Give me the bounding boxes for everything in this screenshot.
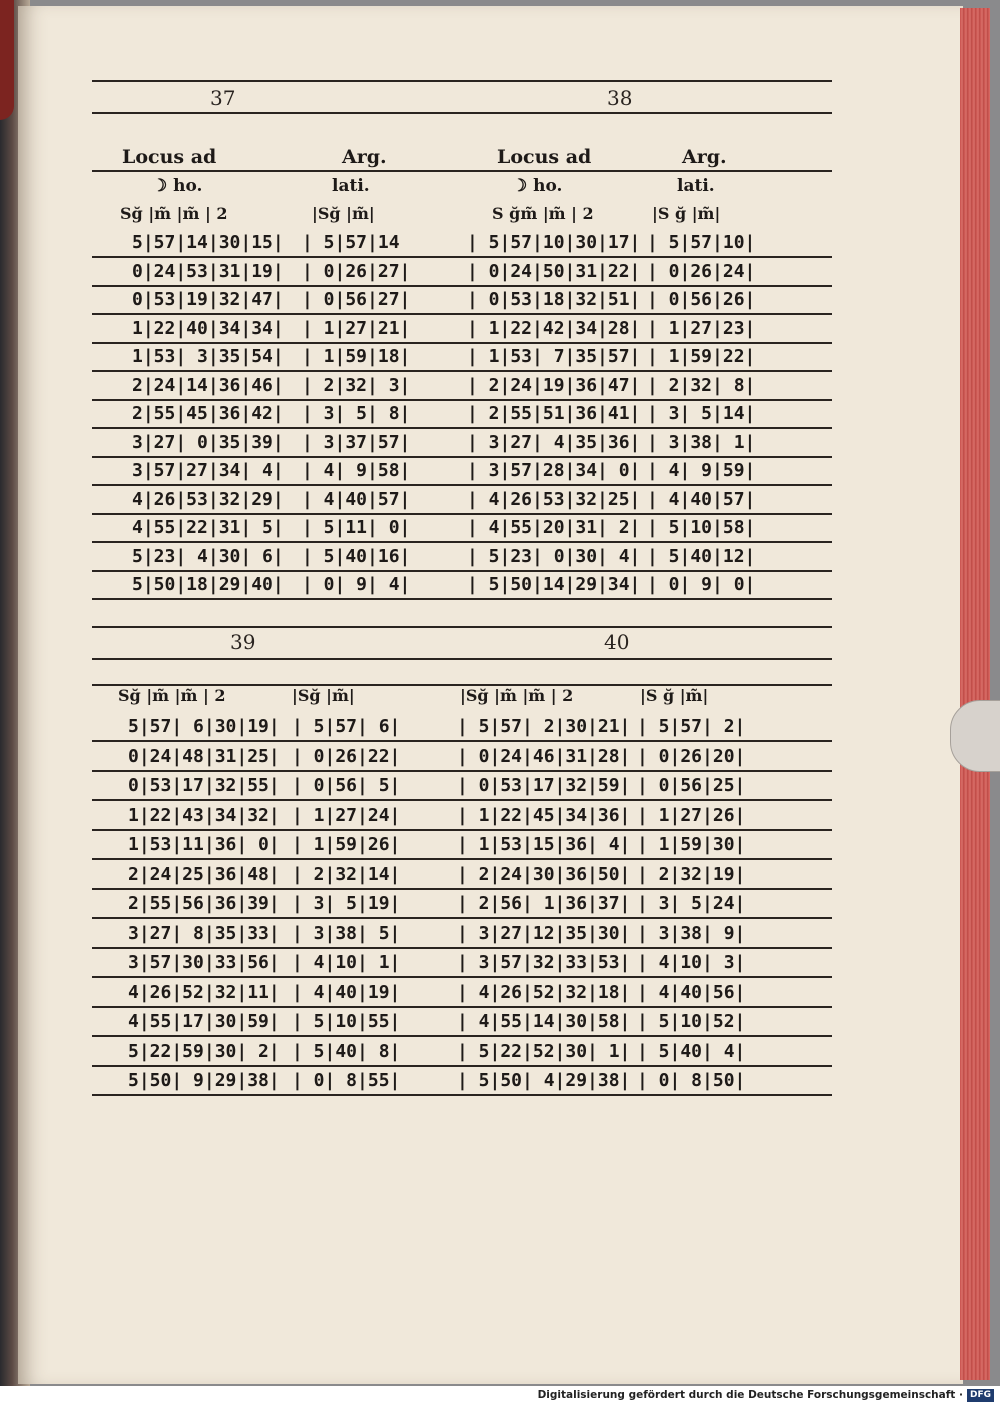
- table-number-38: 38: [607, 86, 633, 110]
- table-cell-right-a: | 3|57|32|33|53|: [457, 952, 631, 973]
- footer-credit: [0, 1386, 1000, 1405]
- row-rule: [92, 799, 832, 801]
- table-cell-right-b: | 3|38| 9|: [637, 922, 746, 944]
- table-cell-right-b: | 5|40| 4|: [637, 1040, 746, 1062]
- table-cell-right-a: | 4|26|53|32|25|: [467, 488, 641, 510]
- table-cell-left-b: | 4|40|57|: [302, 488, 411, 510]
- table-cell-left-b: | 1|27|24|: [292, 804, 401, 826]
- table-cell-left-a: 3|57|30|33|56|: [128, 952, 280, 973]
- table-cell-left-a: 3|27| 0|35|39|: [132, 431, 284, 453]
- table-cell-right-a: | 5|23| 0|30| 4|: [467, 545, 641, 567]
- row-rule: [92, 513, 832, 515]
- table-rule: [92, 626, 832, 628]
- col-head-left-b: |Sğ |m̃|: [292, 686, 355, 705]
- table-cell-right-b: | 4|40|57|: [647, 488, 756, 510]
- col-head-right-b: |S ğ |m̃|: [640, 686, 709, 705]
- table-cell-left-a: 4|26|53|32|29|: [132, 488, 284, 510]
- table-cell-left-b: | 3|38| 5|: [292, 922, 401, 944]
- table-row: [92, 489, 832, 515]
- table-cell-right-a: | 5|50|14|29|34|: [467, 574, 641, 595]
- table-cell-left-b: | 0| 8|55|: [292, 1070, 401, 1091]
- table-cell-left-b: | 5|40|16|: [302, 545, 411, 567]
- table-cell-right-b: | 2|32|19|: [637, 863, 746, 885]
- table-cell-left-a: 5|50| 9|29|38|: [128, 1070, 280, 1091]
- table-cell-right-b: | 5|10|58|: [647, 517, 756, 538]
- table-row: [92, 232, 832, 258]
- table-cell-left-a: 5|22|59|30| 2|: [128, 1040, 280, 1062]
- table-cell-right-b: | 4|40|56|: [637, 981, 746, 1003]
- table-cell-left-a: 4|55|22|31| 5|: [132, 517, 284, 538]
- table-cell-left-a: 0|24|53|31|19|: [132, 260, 284, 282]
- row-rule: [92, 313, 832, 315]
- table-cell-left-a: 4|55|17|30|59|: [128, 1011, 280, 1032]
- row-rule: [92, 740, 832, 742]
- header-ho-left: ☽ ho.: [152, 176, 203, 196]
- table-cell-right-a: | 4|55|20|31| 2|: [467, 517, 641, 538]
- table-cell-right-b: | 3| 5|14|: [647, 403, 756, 424]
- table-cell-right-a: | 4|26|52|32|18|: [457, 981, 631, 1003]
- table-row: [92, 864, 832, 890]
- table-cell-left-b: | 5|57| 6|: [292, 716, 401, 737]
- table-cell-left-a: 2|55|56|36|39|: [128, 893, 280, 914]
- table-rule: [92, 112, 832, 114]
- table-cell-right-a: | 5|57| 2|30|21|: [457, 716, 631, 737]
- table-cell-right-b: | 3|38| 1|: [647, 431, 756, 453]
- table-cell-left-b: | 0|56|27|: [302, 289, 411, 310]
- row-rule: [92, 456, 832, 458]
- row-rule: [92, 770, 832, 772]
- row-rule: [92, 829, 832, 831]
- table-cell-left-a: 3|27| 8|35|33|: [128, 922, 280, 944]
- table-cell-left-b: | 3|37|57|: [302, 431, 411, 453]
- row-rule: [92, 947, 832, 949]
- table-number-39: 39: [230, 630, 256, 654]
- table-cell-right-b: | 4| 9|59|: [647, 460, 756, 481]
- table-cell-right-b: | 3| 5|24|: [637, 893, 746, 914]
- table-cell-left-b: | 0|26|22|: [292, 745, 401, 767]
- header-lati-right: lati.: [677, 176, 715, 196]
- row-rule: [92, 917, 832, 919]
- row-rule: [92, 1035, 832, 1037]
- table-row: [92, 982, 832, 1008]
- table-row: [92, 952, 832, 978]
- header-lati-left: lati.: [332, 176, 370, 196]
- page-edges-red: [960, 8, 990, 1380]
- col-head-left-a: Sğ |m̃ |m̃ | 2: [120, 204, 228, 223]
- table-cell-right-a: | 3|57|28|34| 0|: [467, 460, 641, 481]
- table-row: [92, 893, 832, 919]
- table-cell-right-b: | 0| 8|50|: [637, 1070, 746, 1091]
- row-rule: [92, 858, 832, 860]
- table-cell-right-a: | 3|27|12|35|30|: [457, 922, 631, 944]
- table-cell-left-b: | 0| 9| 4|: [302, 574, 411, 595]
- table-cell-right-a: | 5|50| 4|29|38|: [457, 1070, 631, 1091]
- table-rule: [92, 684, 832, 686]
- table-row: [92, 805, 832, 831]
- table-row: [92, 375, 832, 401]
- row-rule: [92, 541, 832, 543]
- header-arg-right: Arg.: [682, 146, 727, 168]
- row-rule: [92, 888, 832, 890]
- table-cell-left-b: | 0|56| 5|: [292, 775, 401, 796]
- row-rule: [92, 570, 832, 572]
- header-arg-left: Arg.: [342, 146, 387, 168]
- table-cell-right-b: | 5|57| 2|: [637, 716, 746, 737]
- table-cell-left-a: 4|26|52|32|11|: [128, 981, 280, 1003]
- table-cell-left-a: 1|22|43|34|32|: [128, 804, 280, 826]
- row-rule: [92, 1006, 832, 1008]
- table-cell-right-a: | 2|24|19|36|47|: [467, 374, 641, 396]
- table-cell-left-b: | 1|27|21|: [302, 317, 411, 339]
- table-cell-left-b: | 1|59|26|: [292, 834, 401, 855]
- table-cell-left-a: 5|50|18|29|40|: [132, 574, 284, 595]
- table-cell-left-b: | 2|32|14|: [292, 863, 401, 885]
- table-row: [92, 517, 832, 543]
- footer-text: Digitalisierung gefördert durch die Deutsche Forschungsgemeinschaft ·: [537, 1389, 963, 1401]
- table-cell-right-a: | 2|56| 1|36|37|: [457, 893, 631, 914]
- table-cell-left-b: | 3| 5| 8|: [302, 403, 411, 424]
- dfg-logo: DFG: [967, 1389, 994, 1402]
- table-cell-right-a: | 5|22|52|30| 1|: [457, 1040, 631, 1062]
- row-rule: [92, 285, 832, 287]
- col-head-right-b: |S ğ |m̃|: [652, 204, 721, 223]
- table-cell-left-a: 1|53|11|36| 0|: [128, 834, 280, 855]
- table-cell-left-a: 3|57|27|34| 4|: [132, 460, 284, 481]
- row-rule: [92, 484, 832, 486]
- table-row: [92, 1070, 832, 1096]
- table-cell-left-a: 2|55|45|36|42|: [132, 403, 284, 424]
- table-cell-right-b: | 0| 9| 0|: [647, 574, 756, 595]
- table-rule: [92, 658, 832, 660]
- table-cell-right-b: | 5|40|12|: [647, 545, 756, 567]
- table-row: [92, 775, 832, 801]
- table-cell-right-a: | 2|24|30|36|50|: [457, 863, 631, 885]
- table-number-40: 40: [604, 630, 630, 654]
- table-row: [92, 261, 832, 287]
- table-cell-right-a: | 1|22|42|34|28|: [467, 317, 641, 339]
- table-row: [92, 546, 832, 572]
- header-ho-right: ☽ ho.: [512, 176, 563, 196]
- col-head-right-a: |Sğ |m̃ |m̃ | 2: [460, 686, 574, 705]
- table-cell-right-a: | 5|57|10|30|17|: [467, 232, 641, 253]
- table-row: [92, 1041, 832, 1067]
- table-cell-left-b: | 4|40|19|: [292, 981, 401, 1003]
- top-table: [92, 74, 832, 604]
- table-row: [92, 346, 832, 372]
- table-row: [92, 460, 832, 486]
- row-rule: [92, 1094, 832, 1096]
- row-rule: [92, 1065, 832, 1067]
- table-rule: [92, 80, 832, 82]
- table-cell-right-a: | 3|27| 4|35|36|: [467, 431, 641, 453]
- table-cell-left-b: | 5|57|14: [302, 232, 400, 253]
- table-cell-left-a: 2|24|14|36|46|: [132, 374, 284, 396]
- table-cell-right-b: | 2|32| 8|: [647, 374, 756, 396]
- book-cover-corner: [0, 0, 14, 120]
- table-cell-left-a: 5|57| 6|30|19|: [128, 716, 280, 737]
- table-cell-right-a: | 0|53|18|32|51|: [467, 289, 641, 310]
- table-row: [92, 318, 832, 344]
- table-cell-right-a: | 1|53|15|36| 4|: [457, 834, 631, 855]
- header-locus-ad-left: Locus ad: [122, 146, 217, 168]
- table-cell-right-a: | 0|24|50|31|22|: [467, 260, 641, 282]
- table-cell-right-a: | 4|55|14|30|58|: [457, 1011, 631, 1032]
- table-cell-left-b: | 1|59|18|: [302, 346, 411, 367]
- table-cell-right-b: | 4|10| 3|: [637, 952, 746, 973]
- table-row: [92, 1011, 832, 1037]
- table-row: [92, 432, 832, 458]
- table-cell-left-a: 5|23| 4|30| 6|: [132, 545, 284, 567]
- table-row: [92, 923, 832, 949]
- row-rule: [92, 427, 832, 429]
- table-cell-left-b: | 4| 9|58|: [302, 460, 411, 481]
- table-rule: [92, 170, 832, 172]
- table-cell-right-a: | 2|55|51|36|41|: [467, 403, 641, 424]
- table-cell-right-a: | 1|53| 7|35|57|: [467, 346, 641, 367]
- table-cell-left-b: | 0|26|27|: [302, 260, 411, 282]
- table-cell-left-a: 1|53| 3|35|54|: [132, 346, 284, 367]
- table-number-37: 37: [210, 86, 236, 110]
- table-cell-left-a: 5|57|14|30|15|: [132, 232, 284, 253]
- table-cell-right-b: | 0|56|25|: [637, 775, 746, 796]
- table-cell-right-b: | 5|57|10|: [647, 232, 756, 253]
- bottom-table: [92, 622, 832, 1102]
- row-rule: [92, 598, 832, 600]
- table-cell-left-a: 0|53|19|32|47|: [132, 289, 284, 310]
- row-rule: [92, 342, 832, 344]
- row-rule: [92, 976, 832, 978]
- table-cell-right-b: | 1|27|26|: [637, 804, 746, 826]
- table-cell-left-a: 2|24|25|36|48|: [128, 863, 280, 885]
- table-cell-right-b: | 1|59|22|: [647, 346, 756, 367]
- table-cell-left-b: | 5|11| 0|: [302, 517, 411, 538]
- table-row: [92, 716, 832, 742]
- table-cell-left-a: 0|24|48|31|25|: [128, 745, 280, 767]
- col-head-left-a: Sğ |m̃ |m̃ | 2: [118, 686, 226, 705]
- row-rule: [92, 370, 832, 372]
- table-cell-left-a: 1|22|40|34|34|: [132, 317, 284, 339]
- row-rule: [92, 256, 832, 258]
- table-cell-right-b: | 0|26|24|: [647, 260, 756, 282]
- col-head-left-b: |Sğ |m̃|: [312, 204, 375, 223]
- table-cell-right-a: | 0|53|17|32|59|: [457, 775, 631, 796]
- table-cell-right-b: | 0|56|26|: [647, 289, 756, 310]
- table-cell-left-b: | 5|40| 8|: [292, 1040, 401, 1062]
- table-cell-right-b: | 1|27|23|: [647, 317, 756, 339]
- table-row: [92, 574, 832, 600]
- table-cell-left-a: 0|53|17|32|55|: [128, 775, 280, 796]
- table-cell-left-b: | 5|10|55|: [292, 1011, 401, 1032]
- table-row: [92, 403, 832, 429]
- row-rule: [92, 399, 832, 401]
- table-cell-right-b: | 5|10|52|: [637, 1011, 746, 1032]
- table-cell-left-b: | 3| 5|19|: [292, 893, 401, 914]
- table-cell-right-a: | 0|24|46|31|28|: [457, 745, 631, 767]
- header-locus-ad-right: Locus ad: [497, 146, 592, 168]
- table-cell-right-a: | 1|22|45|34|36|: [457, 804, 631, 826]
- table-cell-right-b: | 0|26|20|: [637, 745, 746, 767]
- table-row: [92, 746, 832, 772]
- bookmark-tab: [950, 700, 1000, 772]
- table-cell-right-b: | 1|59|30|: [637, 834, 746, 855]
- table-cell-left-b: | 2|32| 3|: [302, 374, 411, 396]
- table-cell-left-b: | 4|10| 1|: [292, 952, 401, 973]
- table-row: [92, 834, 832, 860]
- col-head-right-a: S ğm̃ |m̃ | 2: [492, 204, 594, 223]
- table-row: [92, 289, 832, 315]
